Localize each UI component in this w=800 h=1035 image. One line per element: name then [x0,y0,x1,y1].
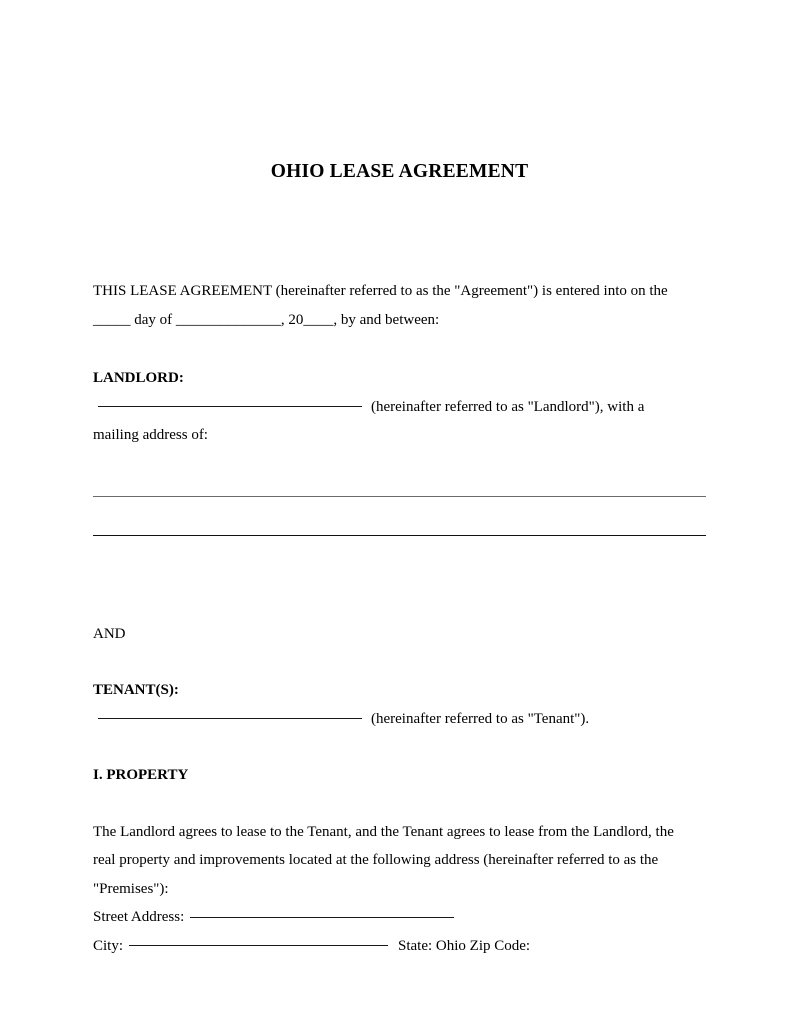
document-content [93,0,706,960]
and-conjunction: AND [93,625,126,642]
property-body-line-1: The Landlord agrees to lease to the Tenant, and the Tenant agrees to lease from the Landlord, the [93,823,674,840]
property-body-line-3: "Premises"): [93,880,169,897]
property-body-line-2: real property and improvements located at the following address (hereinafter referred to as the [93,852,659,868]
landlord-name-row [93,393,706,422]
landlord-label: LANDLORD: [93,370,184,386]
intro-paragraph-line-2: _____ day of ______________, 20____, by and between: [93,311,440,328]
street-address-row [93,903,706,932]
spacer [93,733,706,761]
state-zip-text: State: Ohio Zip Code: [398,937,531,954]
tenant-label: TENANT(S): [93,682,179,698]
spacer [93,450,706,496]
street-address-label: Street Address: [93,909,185,925]
title-spacer [93,183,706,277]
tenant-name-fill-line[interactable] [98,718,362,719]
page-title: OHIO LEASE AGREEMENT [270,161,529,182]
city-label: City: [93,937,124,954]
tenant-name-row [93,705,706,734]
spacer [93,648,706,676]
spacer [93,790,706,818]
spacer [93,497,706,535]
spacer [93,334,706,364]
landlord-mailing-address-label: mailing address of: [93,427,208,443]
city-fill-line[interactable] [129,945,388,946]
city-state-zip-row [93,932,706,961]
property-section-heading: I. PROPERTY [93,767,189,783]
landlord-name-fill-line[interactable] [98,406,362,407]
intro-paragraph-line-1: THIS LEASE AGREEMENT (hereinafter referred to as the "Agreement") is entered into on the [93,283,668,299]
landlord-after-line-text: (hereinafter referred to as "Landlord"), with a [371,398,645,415]
spacer [93,536,706,592]
tenant-after-line-text: (hereinafter referred to as "Tenant"). [371,710,590,727]
street-address-fill-line[interactable] [190,917,454,918]
spacer [93,592,706,620]
